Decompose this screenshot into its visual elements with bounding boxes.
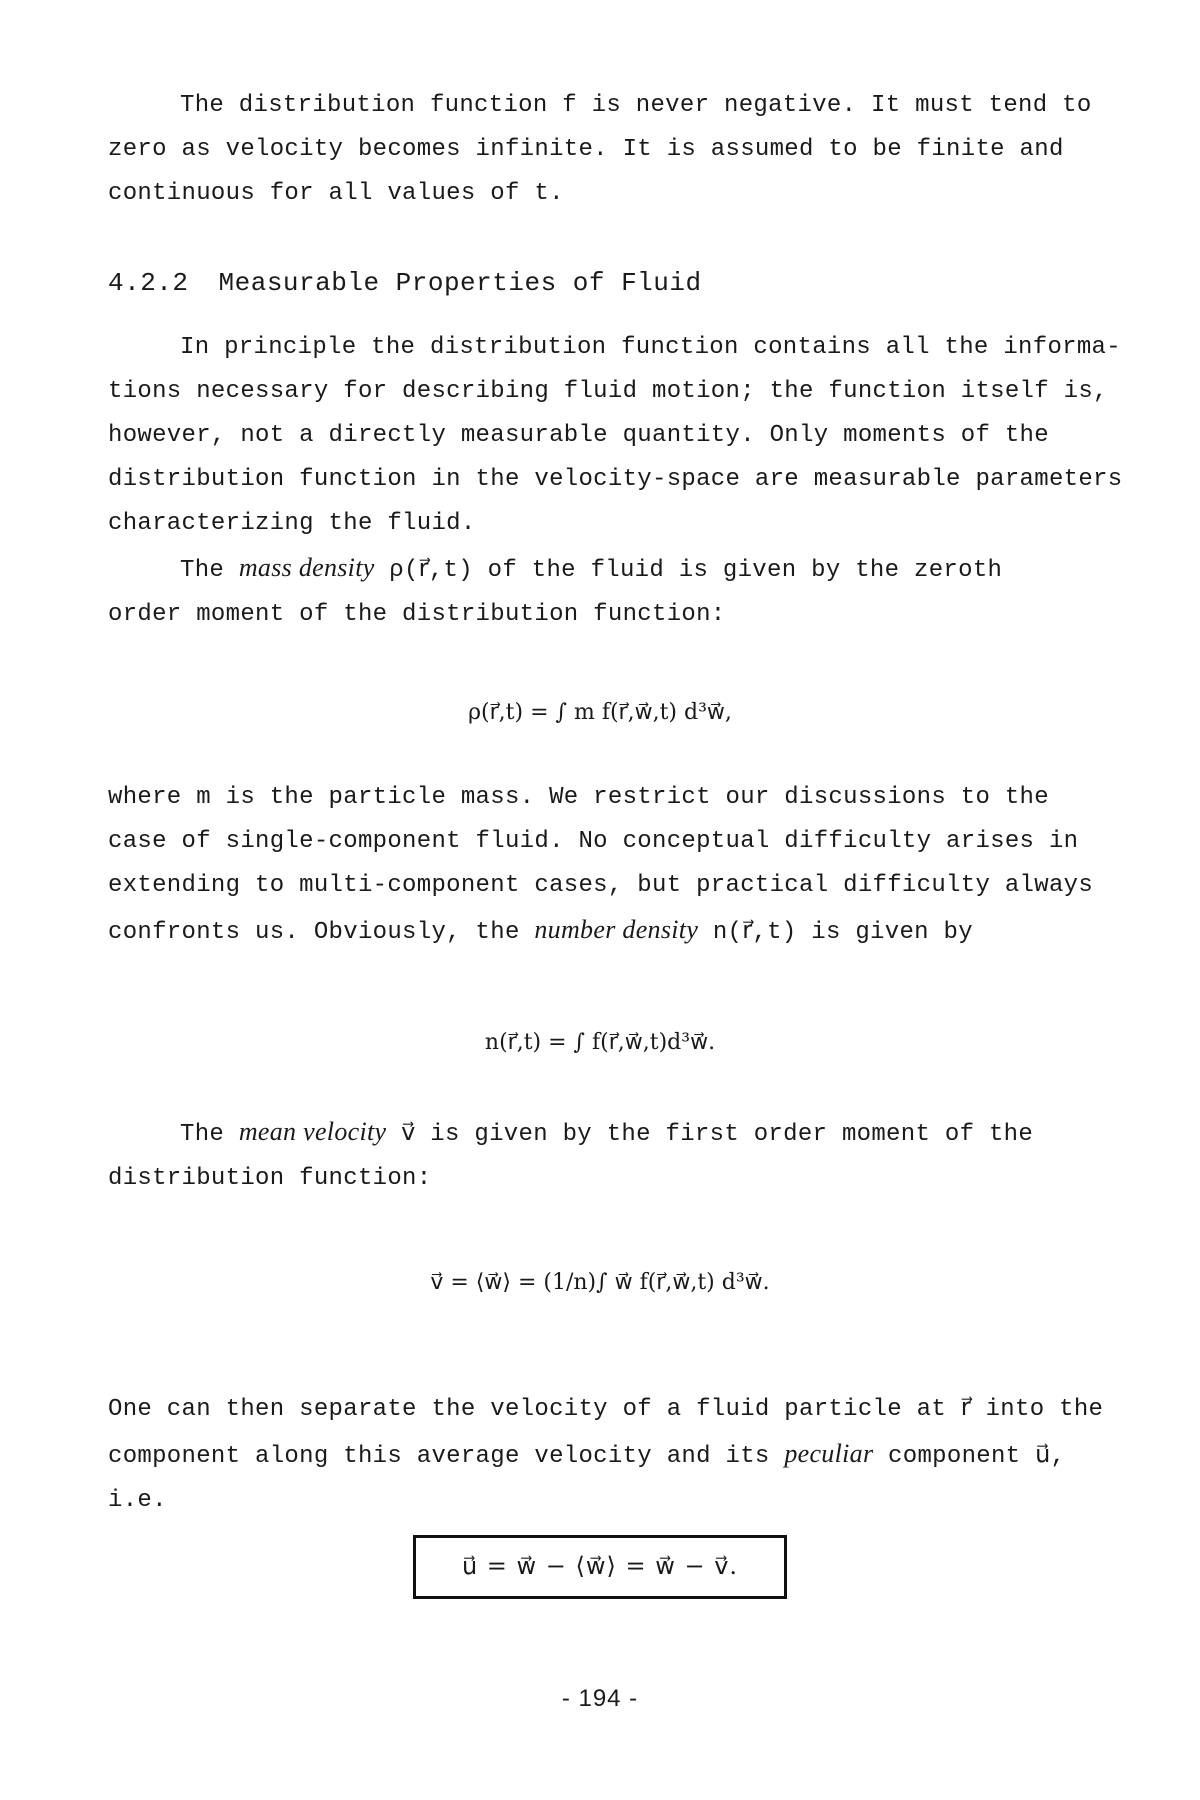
text-line [108,908,1118,955]
text-fragment: n(r⃗,t) is given by [698,919,973,946]
paragraph-mean-velocity [108,1110,1118,1201]
text-line: characterizing the fluid. [108,510,476,537]
text-line: One can then separate the velocity of a fluid particle at r⃗ into the [108,1396,1104,1423]
section-number: 4.2.2 [108,268,189,298]
equation-peculiar-box [0,1535,1200,1599]
text-line: i.e. [108,1487,167,1514]
text-fragment: The [180,1121,239,1148]
text-line: case of single-component fluid. No conceptual difficulty arises in [108,828,1079,855]
text-line: however, not a directly measurable quantity. Only moments of the [108,422,1049,449]
paragraph-mass-density [108,546,1118,637]
text-fragment: v⃗ is given by the first order moment of the [386,1121,1034,1148]
term-number-density: number density [534,915,699,944]
paragraph-particle-mass [108,776,1118,955]
text-fragment: The [180,557,239,584]
text-fragment: component along this average velocity and its [108,1443,785,1470]
text-line: distribution function: [108,1165,432,1192]
text-line: order moment of the distribution function: [108,601,726,628]
text-line: In principle the distribution function contains all the informa- [180,334,1121,361]
text-line: The distribution function f is never negative. It must tend to [180,92,1092,119]
text-line: zero as velocity becomes infinite. It is assumed to be finite and [108,136,1064,163]
text-fragment: confronts us. Obviously, the [108,919,535,946]
term-peculiar: peculiar [784,1439,874,1468]
text-line: distribution function in the velocity-space are measurable parameters [108,466,1123,493]
text-line: continuous for all values of t. [108,180,564,207]
term-mass-density: mass density [238,553,375,582]
text-line: tions necessary for describing fluid motion; the function itself is, [108,378,1108,405]
text-line: extending to multi-component cases, but practical difficulty always [108,872,1094,899]
equation-peculiar: u⃗ = w⃗ − ⟨w⃗⟩ = w⃗ − v⃗. [413,1535,787,1599]
section-heading [108,268,702,298]
page-number: - 194 - [561,1685,639,1712]
paragraph-peculiar [108,1388,1118,1523]
equation-mean-velocity: v⃗ = ⟨w⃗⟩ = (1/n)∫ w⃗ f(r⃗,w⃗,t) d³w⃗. [430,1270,770,1295]
equation-number-density: n(r⃗,t) = ∫ f(r⃗,w⃗,t)d³w⃗. [484,1030,716,1055]
text-line [108,1432,1118,1479]
text-line [108,1110,1118,1157]
section-title: Measurable Properties of Fluid [218,268,702,298]
text-fragment: component u⃗, [873,1443,1066,1470]
intro-paragraph [108,84,1118,216]
text-line [108,546,1118,593]
text-fragment: ρ(r⃗,t) of the fluid is given by the zeroth [374,557,1003,584]
term-mean-velocity: mean velocity [238,1117,387,1146]
equation-mass-density: ρ(r⃗,t) = ∫ m f(r⃗,w⃗,t) d³w⃗, [468,700,732,725]
paragraph-principle [108,326,1123,546]
text-line: where m is the particle mass. We restrict our discussions to the [108,784,1049,811]
